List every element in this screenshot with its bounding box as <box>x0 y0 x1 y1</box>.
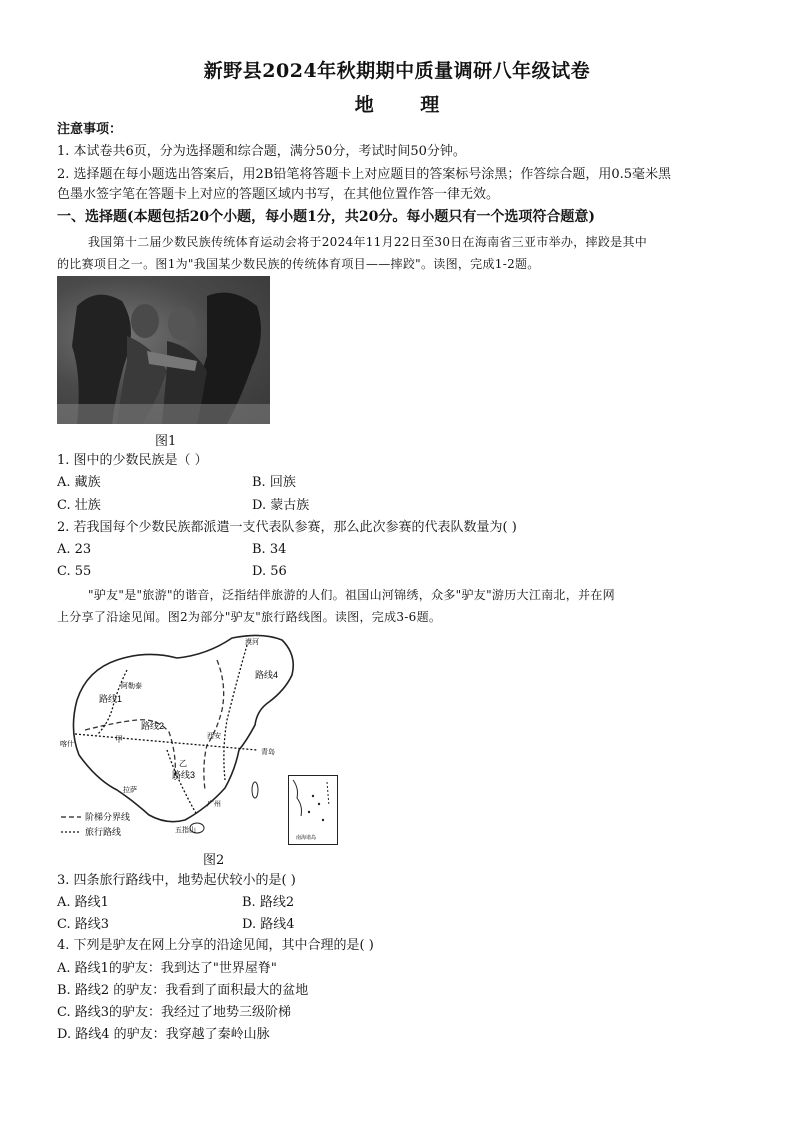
label-yi: 乙 <box>179 759 187 768</box>
legend-route-label: 旅行路线 <box>85 827 122 837</box>
label-route-2: 路线2 <box>141 721 165 731</box>
q4-option-a[interactable]: A. 路线1的驴友：我到达了"世界屋脊" <box>57 961 277 976</box>
south-china-sea-inset <box>288 775 338 845</box>
subject-title: 地 理 <box>354 94 460 116</box>
label-mohe: 漠河 <box>245 639 259 646</box>
section-1-heading: 一、选择题(本题包括20个小题，每小题1分，共20分。每小题只有一个选项符合题意) <box>57 209 595 225</box>
passage-1-line-1: 我国第十二届少数民族传统体育运动会将于2024年11月22日至30日在海南省三亚市举办，摔跤是其中 <box>88 235 648 249</box>
notice-item-2a: 2. 选择题在每小题选出答案后，用2B铅笔将答题卡上对应题目的答案标号涂黑；作答综合题，用0.5毫米黑 <box>57 167 672 182</box>
inset-label: 南海诸岛 <box>296 835 317 841</box>
label-route-4: 路线4 <box>255 670 279 680</box>
figure-2-caption: 图2 <box>203 853 225 868</box>
q3-options-row-1 <box>57 894 757 912</box>
q2-option-b[interactable]: B. 34 <box>252 542 287 557</box>
label-wuzhishan: 五指山 <box>175 827 196 834</box>
q1-option-c[interactable]: C. 壮族 <box>57 498 101 513</box>
q4-option-d[interactable]: D. 路线4 的驴友：我穿越了秦岭山脉 <box>57 1027 270 1042</box>
q1-options-row-2 <box>57 497 757 515</box>
passage-1-line-2: 的比赛项目之一。图1为"我国某少数民族的传统体育项目——摔跤"。读图，完成1-2题。 <box>57 257 540 271</box>
passage-2-line-2: 上分享了沿途见闻。图2为部分"驴友"旅行路线图。读图，完成3-6题。 <box>57 610 442 624</box>
q3-option-a[interactable]: A. 路线1 <box>57 895 109 910</box>
q1-option-b[interactable]: B. 回族 <box>252 475 296 490</box>
figure-1-caption: 图1 <box>155 434 177 449</box>
label-guangzhou: 广州 <box>207 801 221 808</box>
label-kashgar: 喀什 <box>60 741 74 748</box>
q3-option-c[interactable]: C. 路线3 <box>57 917 110 932</box>
label-jia: 甲 <box>115 735 123 744</box>
q1-option-d[interactable]: D. 蒙古族 <box>252 498 310 513</box>
china-outline <box>73 635 293 821</box>
q2-stem: 2. 若我国每个少数民族都派遣一支代表队参赛，那么此次参赛的代表队数量为( ) <box>57 520 517 535</box>
q4-stem: 4. 下列是驴友在网上分享的沿途见闻，其中合理的是( ) <box>57 938 374 953</box>
q3-options-row-2 <box>57 916 757 934</box>
q2-options-row-1 <box>57 541 757 559</box>
q1-options-row-1 <box>57 474 757 492</box>
q3-option-d[interactable]: D. 路线4 <box>242 917 295 932</box>
q1-option-a[interactable]: A. 藏族 <box>57 475 101 490</box>
label-route-3: 路线3 <box>172 770 196 780</box>
q2-options-row-2 <box>57 563 757 581</box>
label-altay: 阿勒泰 <box>121 683 142 690</box>
notice-heading: 注意事项： <box>57 122 123 137</box>
q3-option-b[interactable]: B. 路线2 <box>242 895 295 910</box>
q4-option-b[interactable]: B. 路线2 的驴友：我看到了面积最大的盆地 <box>57 983 309 998</box>
label-qingdao: 青岛 <box>261 749 275 756</box>
figure-1-wrestling-photo <box>57 276 270 424</box>
q1-stem: 1. 图中的少数民族是（ ） <box>57 453 208 468</box>
notice-item-1: 1. 本试卷共6页，分为选择题和综合题，满分50分，考试时间50分钟。 <box>57 144 466 159</box>
label-route-1: 路线1 <box>99 694 123 704</box>
q2-option-c[interactable]: C. 55 <box>57 564 92 579</box>
label-lhasa: 拉萨 <box>123 787 137 794</box>
legend-boundary-label: 阶梯分界线 <box>85 812 131 822</box>
q2-option-d[interactable]: D. 56 <box>252 564 287 579</box>
q4-option-c[interactable]: C. 路线3的驴友：我经过了地势三级阶梯 <box>57 1005 292 1020</box>
islands-icon <box>289 776 337 844</box>
wrestling-figures-icon <box>57 276 270 424</box>
q2-option-a[interactable]: A. 23 <box>57 542 92 557</box>
passage-2-line-1: "驴友"是"旅游"的谐音，泛指结伴旅游的人们。祖国山河锦绣，众多"驴友"游历大江南北，并在网 <box>88 588 615 602</box>
label-xian: 西安 <box>207 733 221 740</box>
notice-item-2b: 色墨水签字笔在答题卡上对应的答题区域内书写，在其他位置作答一律无效。 <box>57 187 500 202</box>
taiwan-island <box>252 782 258 798</box>
q3-stem: 3. 四条旅行路线中，地势起伏较小的是( ) <box>57 873 296 888</box>
exam-title: 新野县2024年秋期期中质量调研八年级试卷 <box>203 60 591 82</box>
